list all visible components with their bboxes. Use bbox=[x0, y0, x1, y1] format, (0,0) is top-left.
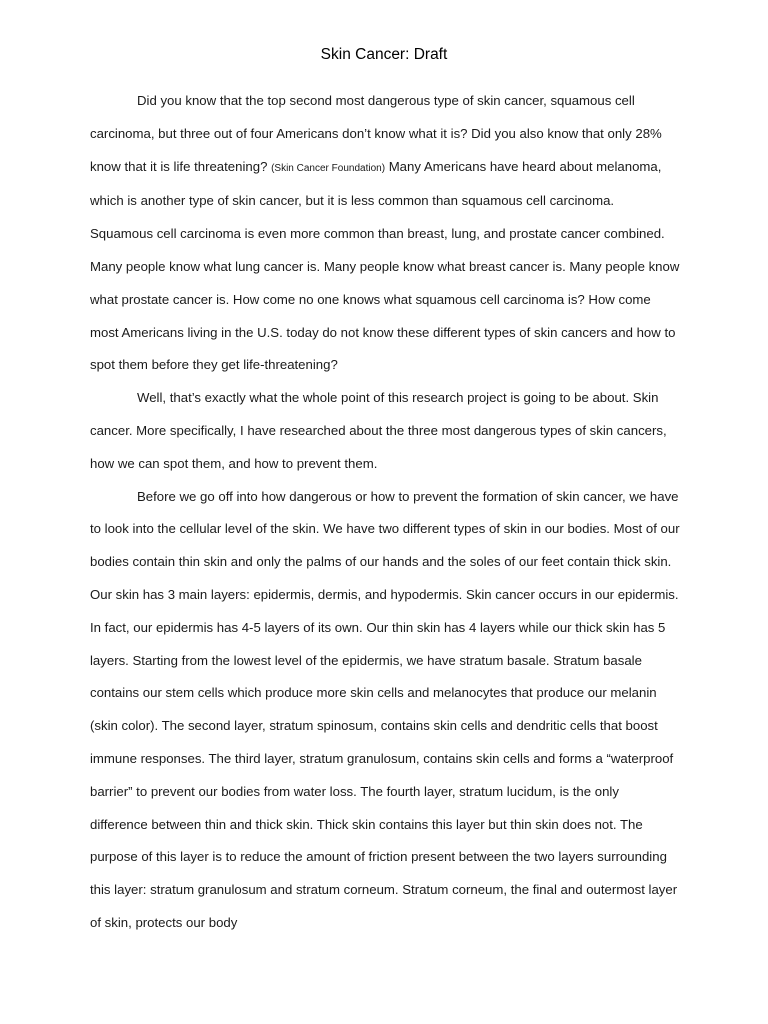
paragraph-2: Well, that’s exactly what the whole point of this research project is going to be about. Skin cancer. More specifically, I have researched about the three most dangerous types of skin cancers, how we can spot them, and how to prevent them. bbox=[90, 390, 667, 471]
paragraph-1-text-end: Many Americans have heard about melanoma, which is another type of skin cancer, but it is less common than squamous cell carcinoma. Squamous cell carcinoma is even more common than breast, lung, and prostate cancer combined. Many people know what lung cancer is. Many people know what breast cancer is. Many people know what prostate cancer is. How come no one knows what squamous cell carcinoma is? How come most Americans living in the U.S. today do not know these different types of skin cancers and how to spot them before they get life-threatening? bbox=[90, 158, 680, 373]
paragraph-1-text-start: Did you know that the top second most dangerous type of skin cancer, squamous cell carcinoma, but three out of four Americans don’t know what it is? Did you also know that only 28% know that it is life threatening? bbox=[90, 93, 662, 174]
document-title: Skin Cancer: Draft bbox=[320, 46, 448, 63]
document-body bbox=[90, 85, 680, 940]
citation: (Skin Cancer Foundation) bbox=[271, 162, 386, 174]
paragraph-3: Before we go off into how dangerous or how to prevent the formation of skin cancer, we have to look into the cellular level of the skin. We have two different types of skin in our bodies. Most of our bodies contain thin skin and only the palms of our hands and the soles of our feet contain thick skin. Our skin has 3 main layers: epidermis, dermis, and hypodermis. Skin cancer occurs in our epidermis. In fact, our epidermis has 4-5 layers of its own. Our thin skin has 4 layers while our thick skin has 5 layers. Starting from the lowest level of the epidermis, we have stratum basale. Stratum basale contains our stem cells which produce more skin cells and melanocytes that produce our melanin (skin color). The second layer, stratum spinosum, contains skin cells and dendritic cells that boost immune responses. The third layer, stratum granulosum, contains skin cells and forms a “waterproof barrier” to prevent our bodies from water loss. The fourth layer, stratum lucidum, is the only difference between thin and thick skin. Thick skin contains this layer but thin skin does not. The purpose of this layer is to reduce the amount of friction present between the two layers surrounding this layer: stratum granulosum and stratum corneum. Stratum corneum, the final and outermost layer of skin, protects our body bbox=[90, 488, 680, 930]
paragraph-1 bbox=[90, 85, 680, 382]
